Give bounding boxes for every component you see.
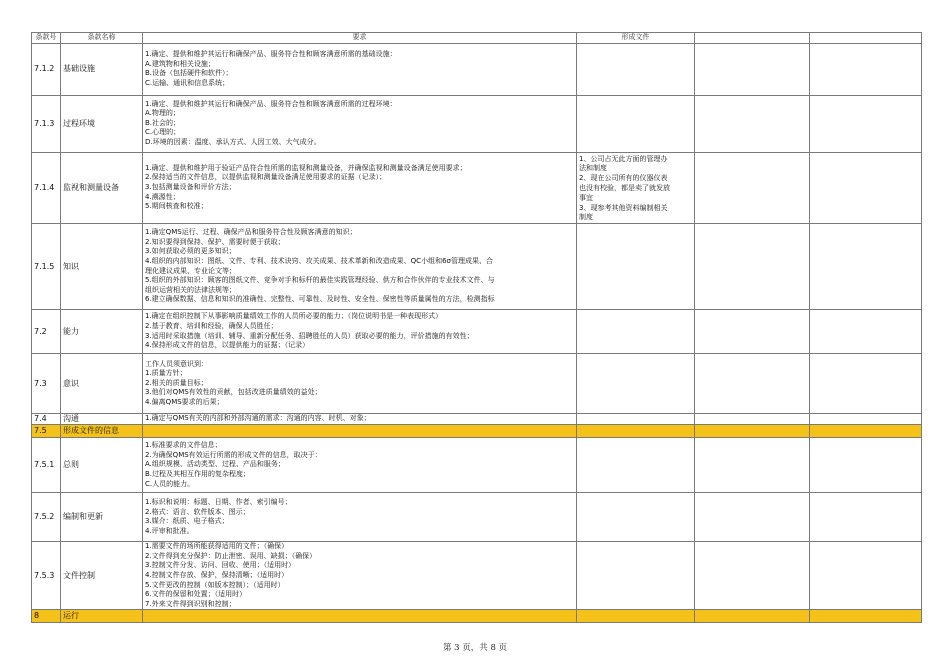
clause-name: 文件控制: [61, 542, 143, 610]
clause-name: 意识: [61, 354, 143, 414]
clause-name: 过程环境: [61, 95, 143, 152]
clause-requirements: [143, 414, 577, 425]
clause-number: 8: [32, 610, 61, 623]
section-row: [32, 610, 922, 623]
documented-info-line: 3、现参考其他资料编制相关: [579, 203, 668, 212]
requirement-line: 1.标准要求的文件信息；: [145, 441, 222, 450]
requirement-line: A.物理的；: [145, 109, 180, 118]
col-e-cell: [695, 610, 810, 623]
clause-name: 基础设施: [61, 43, 143, 95]
clause-number: 7.1.4: [32, 152, 61, 224]
requirement-line: 3.包括测量设备和评价方法；: [145, 183, 236, 192]
requirement-line: 4.组织的内部知识：图纸、文件、专利、技术诀窍、攻关成果、技术革新和改造成果、QC小组和6σ管理成果、合: [145, 257, 493, 266]
documented-info-cell: [577, 438, 695, 493]
requirement-line: 1.确定在组织控制下从事影响质量绩效工作的人员所必要的能力；（岗位说明书是一种表现形式）: [145, 312, 443, 321]
requirement-line: 3.适用时采取措施（培训、辅导、重新分配任务、招聘胜任的人员）获取必要的能力，评价措施的有效性；: [145, 331, 474, 340]
col-f-cell: [810, 354, 922, 414]
requirement-line: 2.为确保QMS有效运行所需的形成文件的信息，取决于：: [145, 450, 322, 459]
clause-number: 7.5.3: [32, 542, 61, 610]
requirement-line: 4.控制文件存放、保护，保持清晰；（适用时）: [145, 570, 289, 579]
documented-info-line: 2、现在公司所有的仪器仪表: [579, 174, 668, 183]
requirement-line: 2.文件得到充分保护：防止泄密、误用、缺损；（确保）: [145, 551, 317, 560]
header-clause-number: 条款号: [32, 33, 61, 44]
col-f-cell: [810, 95, 922, 152]
requirement-line: 2.格式：语言、软件版本、图示；: [145, 507, 250, 516]
requirement-line: B.设备（包括硬件和软件）；: [145, 69, 233, 78]
clause-name: 运行: [61, 610, 143, 623]
documented-info-cell: [577, 542, 695, 610]
documented-info-line: 也没有校验，都是卖了就发放: [579, 183, 670, 192]
requirement-line: 3.如何获取必须的更多知识；: [145, 247, 236, 256]
col-e-cell: [695, 414, 810, 425]
requirement-line: 1.确定、提供和维护其运行和确保产品、服务符合性和顾客满意所需的过程环境：: [145, 99, 397, 108]
requirement-line: 5.文件更改的控制（如版本控制）；（适用时）: [145, 580, 285, 589]
clause-requirements: [143, 610, 577, 623]
col-e-cell: [695, 438, 810, 493]
documented-info-line: 1、公司占无此方面的管理办: [579, 154, 668, 163]
clause-name: 总则: [61, 438, 143, 493]
requirement-line: 工作人员须意识到：: [145, 359, 208, 368]
clause-requirements: [143, 354, 577, 414]
header-col-f: [810, 33, 922, 44]
documented-info-cell: [577, 493, 695, 542]
clause-row: [32, 542, 922, 610]
documented-info-cell: [577, 354, 695, 414]
requirement-line: 1.需要文件的场所能获得适用的文件；（确保）: [145, 542, 289, 551]
clause-row: [32, 95, 922, 152]
clause-requirements: [143, 152, 577, 224]
col-f-cell: [810, 43, 922, 95]
clause-row: [32, 224, 922, 310]
requirement-line: 7.外来文件得到识别和控制；: [145, 599, 236, 608]
documented-info-line: 制度: [579, 213, 593, 222]
col-e-cell: [695, 224, 810, 310]
requirement-line: 2.基于教育、培训和经验，确保人员胜任；: [145, 322, 278, 331]
clause-row: [32, 43, 922, 95]
col-f-cell: [810, 414, 922, 425]
requirement-line: 5.组织的外部知识：顾客的图纸文件、竞争对手和标杆的最佳实践管理经验、供方和合作伙伴的专业技术文件、与: [145, 276, 495, 285]
clause-requirements: [143, 310, 577, 354]
documented-info-cell: [577, 414, 695, 425]
clause-row: [32, 493, 922, 542]
requirement-line: C.心理的；: [145, 128, 181, 137]
requirement-line: 3.媒介：纸质、电子格式；: [145, 517, 229, 526]
requirement-line: 3.控制文件分发、访问、回收、使用；（适用时）: [145, 561, 296, 570]
documented-info-cell: [577, 610, 695, 623]
clause-requirements: [143, 438, 577, 493]
requirement-line: 2.相关的质量目标；: [145, 378, 208, 387]
clause-number: 7.2: [32, 310, 61, 354]
header-requirements: 要求: [143, 33, 577, 44]
requirement-line: B.社会的；: [145, 118, 181, 127]
clause-name: 能力: [61, 310, 143, 354]
requirement-line: D.环境的因素：温度、承认方式、人因工效、大气成分。: [145, 137, 321, 146]
requirement-line: 理化建议成果、专业论文等；: [145, 266, 236, 275]
clause-requirements: [143, 224, 577, 310]
documented-info-cell: [577, 43, 695, 95]
documented-info-cell: [577, 224, 695, 310]
documented-info-cell: [577, 152, 695, 224]
col-f-cell: [810, 542, 922, 610]
clause-name: 编制和更新: [61, 493, 143, 542]
documented-info-cell: [577, 310, 695, 354]
clause-name: 知识: [61, 224, 143, 310]
requirement-line: 2.知识要得到保持、保护、需要时便于获取；: [145, 237, 285, 246]
clause-name: 沟通: [61, 414, 143, 425]
col-f-cell: [810, 438, 922, 493]
clause-requirements: [143, 95, 577, 152]
requirement-line: 1.确定、提供和维护用于验证产品符合性所需的监视和测量设备，并确保监视和测量设备满足使用要求；: [145, 163, 467, 172]
clause-requirements: [143, 43, 577, 95]
requirement-line: 4.评审和批准。: [145, 526, 194, 535]
documented-info-line: 法和制度: [579, 164, 607, 173]
col-e-cell: [695, 95, 810, 152]
requirement-line: 4.偏离QMS要求的后果；: [145, 398, 224, 407]
clause-number: 7.5.1: [32, 438, 61, 493]
header-clause-name: 条款名称: [61, 33, 143, 44]
col-f-cell: [810, 610, 922, 623]
col-f-cell: [810, 224, 922, 310]
header-documented: 形成文件: [577, 33, 695, 44]
clause-number: 7.3: [32, 354, 61, 414]
requirement-line: 4.保持形成文件的信息，以提供能力的证据；（记录）: [145, 341, 310, 350]
requirement-line: 4.溯源性；: [145, 192, 180, 201]
col-e-cell: [695, 542, 810, 610]
documented-info-cell: [577, 425, 695, 438]
section-row: [32, 425, 922, 438]
requirement-line: 2.保持适当的文件信息，以提供监视和测量设备满足使用要求的证据（记录）；: [145, 173, 387, 182]
col-e-cell: [695, 354, 810, 414]
page-footer: 第 3 页，共 8 页: [442, 643, 508, 653]
clause-number: 7.5: [32, 425, 61, 438]
col-f-cell: [810, 152, 922, 224]
requirement-line: A.组织规模、活动类型、过程、产品和服务；: [145, 460, 285, 469]
clause-row: [32, 310, 922, 354]
col-f-cell: [810, 310, 922, 354]
documented-info-line: 事宜: [579, 193, 593, 202]
requirement-line: 1.确定、提供和维护其运行和确保产品、服务符合性和顾客满意所需的基础设施：: [145, 49, 397, 58]
requirement-line: 1.确定与QMS有关的内部和外部沟通的需求：沟通的内容、时机、对象；: [145, 414, 371, 423]
requirement-line: 5.期间核查和校准；: [145, 202, 208, 211]
col-f-cell: [810, 425, 922, 438]
requirement-line: 6.建立确保数据、信息和知识的准确性、完整性、可靠性、及时性、安全性、保密性等质量属性的方法，检测指标: [145, 295, 495, 304]
clause-requirements: [143, 493, 577, 542]
clause-requirements: [143, 425, 577, 438]
col-e-cell: [695, 310, 810, 354]
col-e-cell: [695, 493, 810, 542]
clause-name: 形成文件的信息: [61, 425, 143, 438]
requirement-line: 1.标识和说明：标题、日期、作者、索引编号；: [145, 497, 292, 506]
requirement-line: C.运输、通讯和信息系统；: [145, 78, 230, 87]
requirement-line: A.建筑物和相关设施；: [145, 59, 215, 68]
col-e-cell: [695, 425, 810, 438]
header-col-e: [695, 33, 810, 44]
clause-number: 7.1.2: [32, 43, 61, 95]
requirement-line: 1.质量方针；: [145, 369, 187, 378]
requirement-line: C.人员的能力。: [145, 479, 195, 488]
requirement-line: 6.文件的保留和处置；（适用时）: [145, 590, 247, 599]
col-f-cell: [810, 493, 922, 542]
requirement-line: 组织运营相关的法律法规等；: [145, 285, 236, 294]
col-e-cell: [695, 152, 810, 224]
clause-number: 7.5.2: [32, 493, 61, 542]
requirement-line: 3.他们对QMS有效性的贡献，包括改进质量绩效的益处；: [145, 388, 322, 397]
requirement-line: 1.确定QMS运行、过程、确保产品和服务符合性及顾客满意的知识；: [145, 228, 357, 237]
clause-row: [32, 438, 922, 493]
clause-number: 7.1.3: [32, 95, 61, 152]
clause-requirements: [143, 542, 577, 610]
clause-number: 7.1.5: [32, 224, 61, 310]
clause-row: [32, 152, 922, 224]
documented-info-cell: [577, 95, 695, 152]
clause-row: [32, 354, 922, 414]
clause-name: 监视和测量设备: [61, 152, 143, 224]
header-row: [32, 33, 922, 44]
requirements-table: [31, 32, 922, 623]
clause-row: [32, 414, 922, 425]
col-e-cell: [695, 43, 810, 95]
requirement-line: B.过程及其相互作用的复杂程度；: [145, 469, 251, 478]
clause-number: 7.4: [32, 414, 61, 425]
